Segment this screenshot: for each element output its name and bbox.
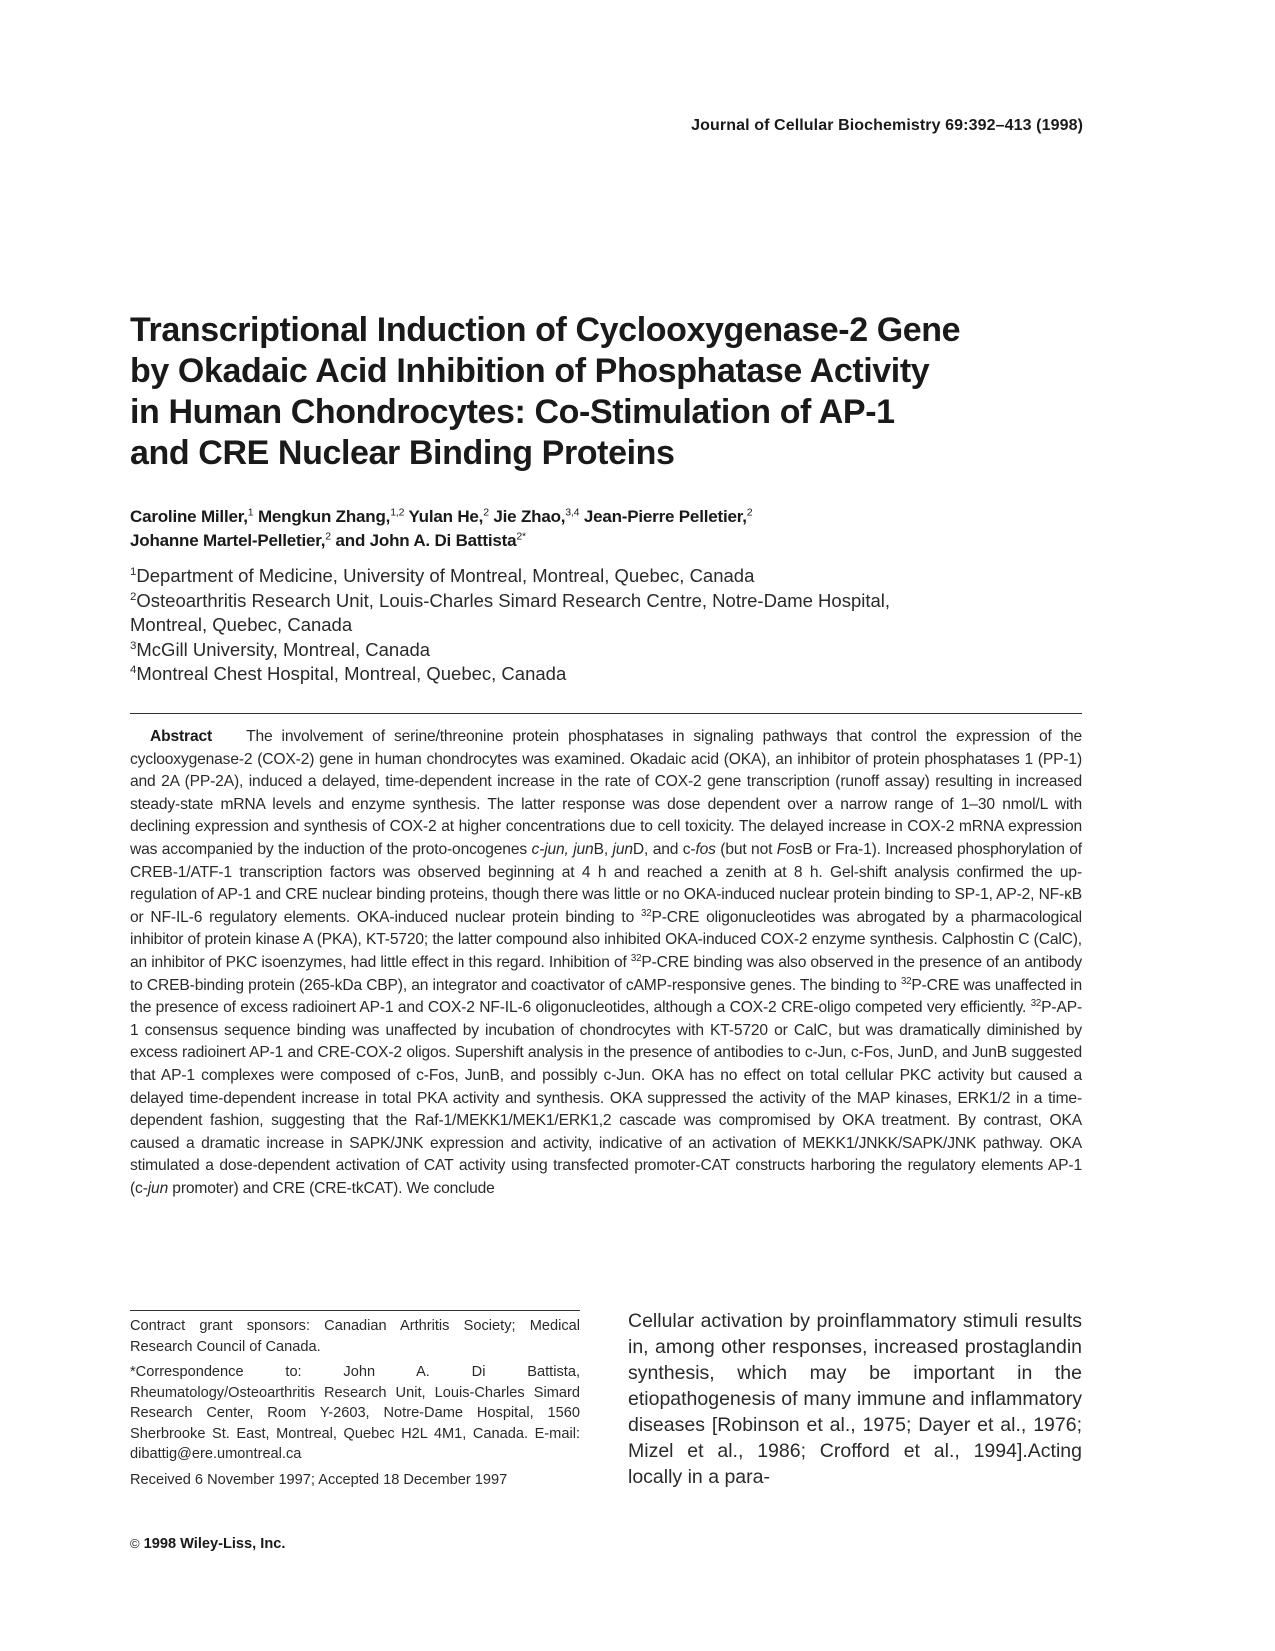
copyright-text: 1998 Wiley-Liss, Inc. [143, 1536, 286, 1552]
author-line [130, 505, 1030, 529]
affiliation [130, 638, 1030, 663]
author-affiliation-mark: 3,4 [565, 506, 580, 519]
title-line: and CRE Nuclear Binding Proteins [130, 434, 675, 472]
title-line: in Human Chondrocytes: Co-Stimulation of AP-1 [130, 393, 895, 431]
author-name: Yulan He, [408, 507, 484, 526]
footnote-divider [130, 1310, 580, 1311]
affiliation-list [130, 564, 1030, 687]
affiliation-text: Montreal Chest Hospital, Montreal, Quebec, Canada [136, 663, 567, 684]
affiliation-mark: 4 [130, 663, 137, 676]
affiliation [130, 564, 1030, 589]
abstract-text: The involvement of serine/threonine protein phosphatases in signaling pathways that control the expression of the cyclooxygenase-2 (COX-2) gene in human chondrocytes was examined. Okadaic acid (OKA), an inhibitor of protein phosphatases 1 (PP-1) and 2A (PP-2A), induced a delayed, time-dependent increase in the rate of COX-2 gene transcription (runoff assay) resulting in increased steady-state mRNA levels and enzyme synthesis. The latter response was dose dependent over a narrow range of 1–30 nmol/L with declining expression and synthesis of COX-2 at higher concentrations due to cell toxicity. The delayed increase in COX-2 mRNA expression was accompanied by the induction of the proto-oncogenes [130, 728, 1082, 858]
affiliation-mark: 2 [130, 590, 137, 603]
abstract-text: P-CRE oligonucleotides was abrogated by a pharmacological inhibitor of protein kinase A (PKA), KT-5720; the latter compound also inhibited OKA-induced COX-2 enzyme synthesis. Calphostin C (CalC), an inhibitor of PKC isoenzymes, had little effect in this regard. Inhibition of [130, 908, 1082, 971]
abstract-divider [130, 713, 1082, 714]
author-name: and John A. Di Battista [335, 531, 517, 550]
author-name: Johanne Martel-Pelletier, [130, 531, 326, 550]
title-line: Transcriptional Induction of Cyclooxygenase-2 Gene [130, 311, 961, 349]
abstract-text: D, and c- [632, 840, 696, 858]
received-dates: Received 6 November 1997; Accepted 18 December 1997 [130, 1471, 508, 1488]
gene-name: jun [612, 840, 633, 858]
abstract-text: P-AP-1 consensus sequence binding was unaffected by incubation of chondrocytes with KT-5720 or CalC, but was dramatically diminished by excess radioinert AP-1 and CRE-COX-2 oligos. Supershift analysis in the presence of antibodies to c-Jun, c-Fos, JunD, and JunB suggested that AP-1 complexes were composed of c-Fos, JunB, and possibly c-Jun. OKA has no effect on total cellular PKC activity but caused a delayed time-dependent increase in total PKA activity and synthesis. OKA suppressed the activity of the MAP kinases, ERK1/2 in a time-dependent fashion, suggesting that the Raf-1/MEKK1/MEK1/ERK1,2 cascade was compromised by OKA treatment. By contrast, OKA caused a dramatic increase in SAPK/JNK expression and activity, indicative of an activation of MEKK1/JNKK/SAPK/JNK pathway. OKA stimulated a dose-dependent activation of CAT activity using transfected promoter-CAT constructs harboring the regulatory elements AP-1 (c- [130, 999, 1082, 1197]
author-affiliation-mark: 2 [746, 506, 753, 519]
journal-header: Journal of Cellular Biochemistry 69:392–413 (1998) [691, 117, 1083, 134]
abstract-text: B, [593, 840, 613, 858]
affiliation [130, 589, 1030, 614]
affiliation-continuation: Montreal, Quebec, Canada [130, 614, 353, 635]
author-affiliation-mark: 2* [516, 530, 526, 543]
footnotes [130, 1316, 580, 1495]
isotope-mark: 32 [641, 907, 652, 919]
author-name: Jean-Pierre Pelletier, [583, 507, 747, 526]
gene-name: c-jun, jun [531, 840, 594, 858]
affiliation-mark: 3 [130, 639, 137, 652]
author-affiliation-mark: 2 [483, 506, 489, 519]
author-affiliation-mark: 2 [325, 530, 331, 543]
author-list [130, 505, 1030, 553]
gene-name: fos [695, 840, 716, 858]
affiliation [130, 662, 1030, 687]
abstract-text: promoter) and CRE (CRE-tkCAT). We conclude [168, 1179, 495, 1197]
author-affiliation-mark: 1 [247, 506, 254, 519]
copyright-symbol: © [130, 1536, 140, 1551]
abstract [130, 726, 1082, 1200]
isotope-mark: 32 [630, 952, 642, 964]
abstract-text: P-CRE binding was also observed in the presence of an antibody to CREB-binding protein (265-kDa CBP), an integrator and coactivator of cAMP-responsive genes. The binding to [130, 953, 1082, 994]
isotope-mark: 32 [1030, 997, 1042, 1009]
author-affiliation-mark: 1,2 [390, 506, 405, 519]
gene-name: Fos [776, 840, 803, 858]
abstract-text: (but not [715, 840, 777, 858]
author-name: Jie Zhao, [493, 507, 566, 526]
affiliation-mark: 1 [130, 565, 137, 578]
title-line: by Okadaic Acid Inhibition of Phosphatase Activity [130, 352, 930, 390]
affiliation-text: McGill University, Montreal, Canada [136, 638, 431, 660]
affiliation-text: Osteoarthritis Research Unit, Louis-Charles Simard Research Centre, Notre-Dame Hospital, [136, 589, 891, 611]
article-title [130, 310, 1030, 474]
isotope-mark: 32 [900, 975, 912, 987]
author-name: Mengkun Zhang, [257, 507, 391, 526]
correspondence-note: *Correspondence to: John A. Di Battista, Rheumatology/Osteoarthritis Research Unit, Louis-Charles Simard Research Center, Room Y-2603, Notre-Dame Hospital, 1560 Sherbrooke St. East, Montreal, Quebec H2L 4M1, Canada. E-mail: dibattig@ere.umontreal.ca [130, 1364, 580, 1462]
affiliation-text: Department of Medicine, University of Montreal, Montreal, Quebec, Canada [136, 565, 755, 586]
grant-sponsors: Contract grant sponsors: Canadian Arthritis Society; Medical Research Council of Canada. [130, 1318, 580, 1355]
author-name: Caroline Miller, [130, 507, 248, 526]
abstract-text: P-CRE was unaffected in the presence of excess radioinert AP-1 and COX-2 NF-IL-6 oligonucleotides, although a COX-2 CRE-oligo competed very efficiently. [130, 976, 1083, 1017]
copyright-notice [130, 1536, 285, 1552]
abstract-text: B or Fra-1). Increased phosphorylation of CREB-1/ATF-1 transcription factors was observed beginning at 4 h and reached a zenith at 8 h. Gel-shift analysis confirmed the up-regulation of AP-1 and CRE nuclear binding proteins, though there was little or no OKA-induced nuclear protein binding to SP-1, AP-2, NF-κB or NF-IL-6 regulatory elements. OKA-induced nuclear protein binding to [130, 840, 1082, 926]
author-line [130, 529, 1030, 553]
abstract-label: Abstract [150, 728, 213, 745]
gene-name: jun [147, 1179, 169, 1197]
body-paragraph: Cellular activation by proinflammatory stimuli results in, among other responses, increased prostaglandin synthesis, which may be important in the etiopathogenesis of many immune and inflammatory diseases [Robinson et al., 1975; Dayer et al., 1976; Mizel et al., 1986; Crofford et al., 1994].Acting locally in a para- [628, 1310, 1082, 1488]
